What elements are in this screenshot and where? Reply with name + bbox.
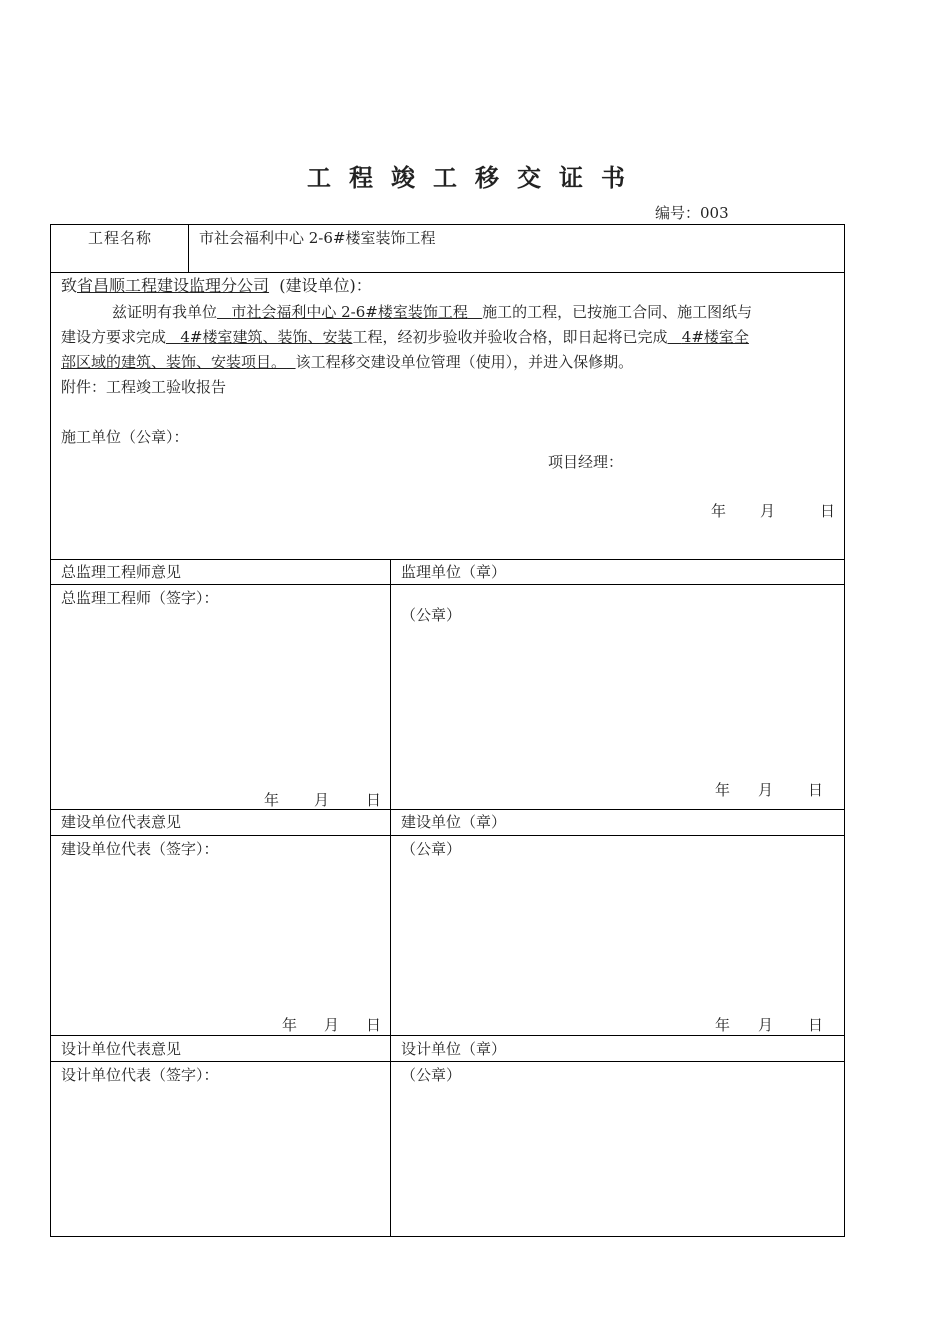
client-opinion-header: 建设单位代表意见 (61, 813, 182, 831)
scope-ref-2: 4#楼室全 (681, 328, 749, 346)
body-line-2: 建设方要求完成 4#楼室建筑、装饰、安装工程，经初步验收并验收合格，即日起将已完成 4#楼室全 (61, 328, 749, 346)
addressee-suffix: (建设单位)： (279, 276, 372, 295)
document-number: 编号：003 (655, 204, 729, 222)
certificate-body (61, 300, 837, 375)
design-seal-label: （公章） (401, 1066, 462, 1084)
client-seal-label: （公章） (401, 840, 462, 858)
scope-ref-3: 部区域的建筑、装饰、安装项目。 (61, 353, 287, 371)
supervision-unit-header: 监理单位（章） (401, 563, 507, 581)
addressee-prefix: 致 (61, 276, 78, 295)
document-title: 工程竣工移交证书 (307, 163, 643, 192)
attachment-note: 附件：工程竣工验收报告 (61, 378, 227, 396)
body-line-1: 兹证明有我单位 市社会福利中心 2-6#楼室装饰工程 施工的工程，已按施工合同、施工图纸与 (112, 303, 753, 321)
divider (50, 272, 845, 273)
project-name-label: 工程名称 (88, 229, 153, 247)
supervision-signature-label: 总监理工程师（签字）： (61, 589, 219, 607)
supervision-opinion-header: 总监理工程师意见 (61, 563, 182, 581)
contractor-seal-label: 施工单位（公章）： (61, 428, 189, 446)
client-signature-label: 建设单位代表（签字）： (61, 840, 219, 858)
project-manager-label: 项目经理： (548, 453, 624, 471)
divider (188, 224, 189, 272)
body-line-3: 部区域的建筑、装饰、安装项目。 该工程移交建设单位管理（使用），并进入保修期。 (61, 353, 634, 371)
divider (50, 1061, 845, 1062)
divider (50, 559, 845, 560)
supervision-seal-label: （公章） (401, 606, 462, 624)
form-table (50, 224, 845, 1237)
project-ref: 市社会福利中心 2-6#楼室装饰工程 (231, 303, 468, 321)
divider (50, 809, 845, 810)
divider (50, 1035, 845, 1036)
design-signature-label: 设计单位代表（签字）： (61, 1066, 219, 1084)
addressee-company: 省昌顺工程建设监理分公司 (77, 276, 270, 295)
divider (50, 835, 845, 836)
divider (390, 559, 391, 1237)
client-unit-header: 建设单位（章） (401, 813, 507, 831)
divider (50, 584, 845, 585)
project-name-value: 市社会福利中心 2-6#楼室装饰工程 (199, 229, 436, 247)
addressee-line (61, 276, 372, 296)
design-opinion-header: 设计单位代表意见 (61, 1040, 182, 1058)
design-unit-header: 设计单位（章） (401, 1040, 507, 1058)
scope-ref: 4#楼室建筑、装饰、安装 (180, 328, 353, 346)
